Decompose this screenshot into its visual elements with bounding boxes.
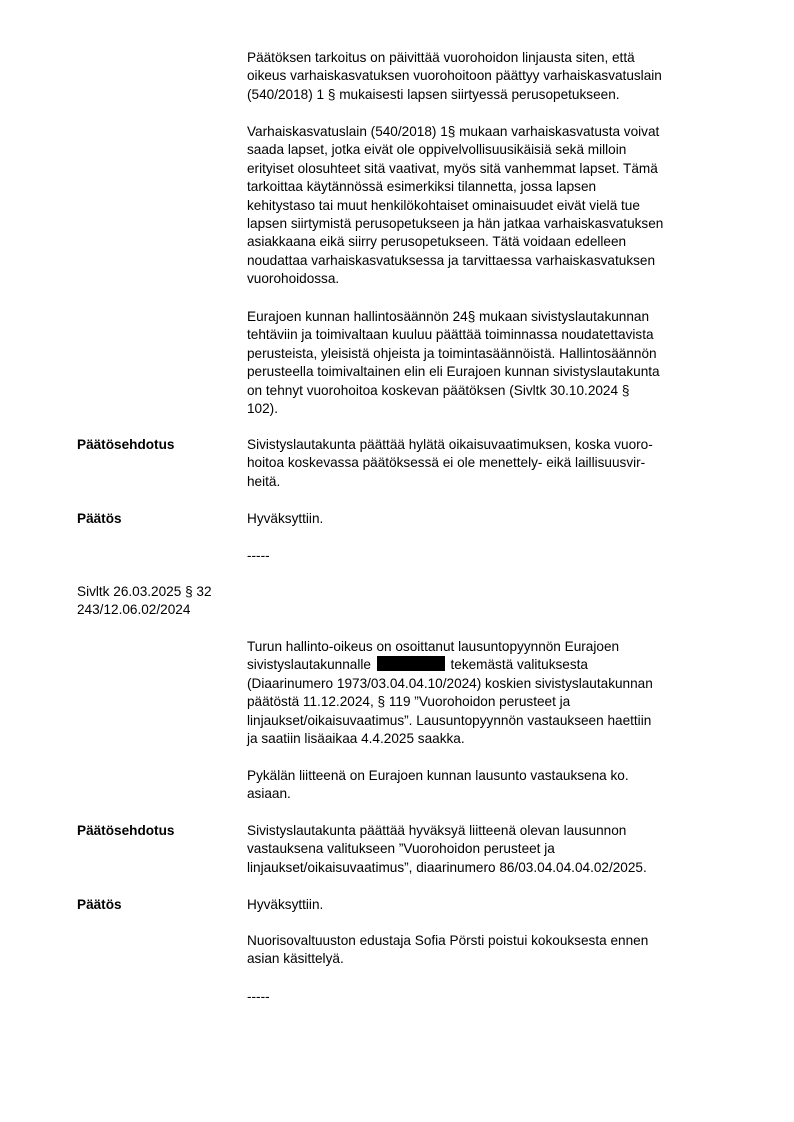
decision-text-1: Hyväksyttiin. <box>247 511 324 526</box>
meeting-reference: Sivltk 26.03.2025 § 32 <box>77 584 212 599</box>
appeal-line-1: Turun hallinto-oikeus on osoittanut lausuntopyynnön Eurajoen <box>247 639 620 654</box>
paragraph-appeal <box>247 638 733 748</box>
note-youth-council: Nuorisovaltuuston edustaja Sofia Pörsti poistui kokouksesta ennen asian käsittelyä. <box>247 933 649 967</box>
proposal-text-2: Sivistyslautakunta päättää hyväksyä liitteenä olevan lausunnon vastauksena valitukseen ”Vuorohoidon perusteet ja linjaukset/oikaisuvaatimus”, diaarinumero 86/03.04.04.04.02/2025. <box>247 823 647 875</box>
decision-text-2: Hyväksyttiin. <box>247 897 324 912</box>
paragraph-attachment: Pykälän liitteenä on Eurajoen kunnan lausunto vastauksena ko. asiaan. <box>247 768 629 802</box>
appeal-rest: (Diaarinumero 1973/03.04.04.10/2024) koskien sivistyslautakunnan päätöstä 11.12.2024, § 119 ”Vuorohoidon perusteet ja linjaukset/oikaisuvaatimus”. Lausuntopyynnön vastaukseen haettiin ja saatiin lisäaikaa 4.4.2025 saakka. <box>247 675 653 747</box>
label-decision-2: Päätös <box>77 897 122 912</box>
paragraph-purpose: Päätöksen tarkoitus on päivittää vuorohoidon linjausta siten, että oikeus varhaiskasvatuksen vuorohoitoon päättyy varhaiskasvatuslain (540/2018) 1 § mukaisesti lapsen siirtyessä perusopetukseen. <box>247 50 662 102</box>
paragraph-law: Varhaiskasvatuslain (540/2018) 1§ mukaan varhaiskasvatusta voivat saada lapset, jotka eivät ole oppivelvollisuusikäisiä sekä milloin erityiset olosuhteet sitä vaativat, myös sitä vanhemmat lapset. Tämä tarkoittaa käytännössä esimerkiksi tilannetta, jossa lapsen kehitystaso tai muut henkilökohtaiset ominaisuudet eivät vielä tue lapsen siirtymistä perusopetukseen ja hän jatkaa varhaiskasvatuksen asiakkaana eikä siirry perusopetukseen. Tätä voidaan edelleen noudattaa varhaiskasvatuksessa ja tarvittaessa varhaiskasvatuksen vuorohoidossa. <box>247 124 664 287</box>
separator-1: ----- <box>247 548 270 563</box>
appeal-line-2b: tekemästä valituksesta <box>450 657 588 673</box>
proposal-text-1: Sivistyslautakunta päättää hylätä oikaisuvaatimuksen, koska vuoro- hoitoa koskevassa päätöksessä ei ole menettely- eikä laillisuusvir- heitä. <box>247 437 653 489</box>
label-decision-1: Päätös <box>77 511 122 526</box>
separator-2: ----- <box>247 989 270 1004</box>
redaction-block <box>377 656 445 671</box>
appeal-line-2a: sivistyslautakunnalle <box>247 657 371 673</box>
label-proposal-2: Päätösehdotus <box>77 823 175 838</box>
label-proposal-1: Päätösehdotus <box>77 437 175 452</box>
case-number: 243/12.06.02/2024 <box>77 602 191 617</box>
appeal-line-2 <box>247 656 733 674</box>
paragraph-authority: Eurajoen kunnan hallintosäännön 24§ mukaan sivistyslautakunnan tehtäviin ja toimivaltaan kuuluu päättää toiminnassa noudatettavista perusteista, yleisistä ohjeista ja toimintasäännöistä. Hallintosäännön perusteella toimivaltainen elin eli Eurajoen kunnan sivistyslautakunta on tehnyt vuorohoitoa koskevan päätöksen (Sivltk 30.10.2024 § 102). <box>247 309 660 417</box>
